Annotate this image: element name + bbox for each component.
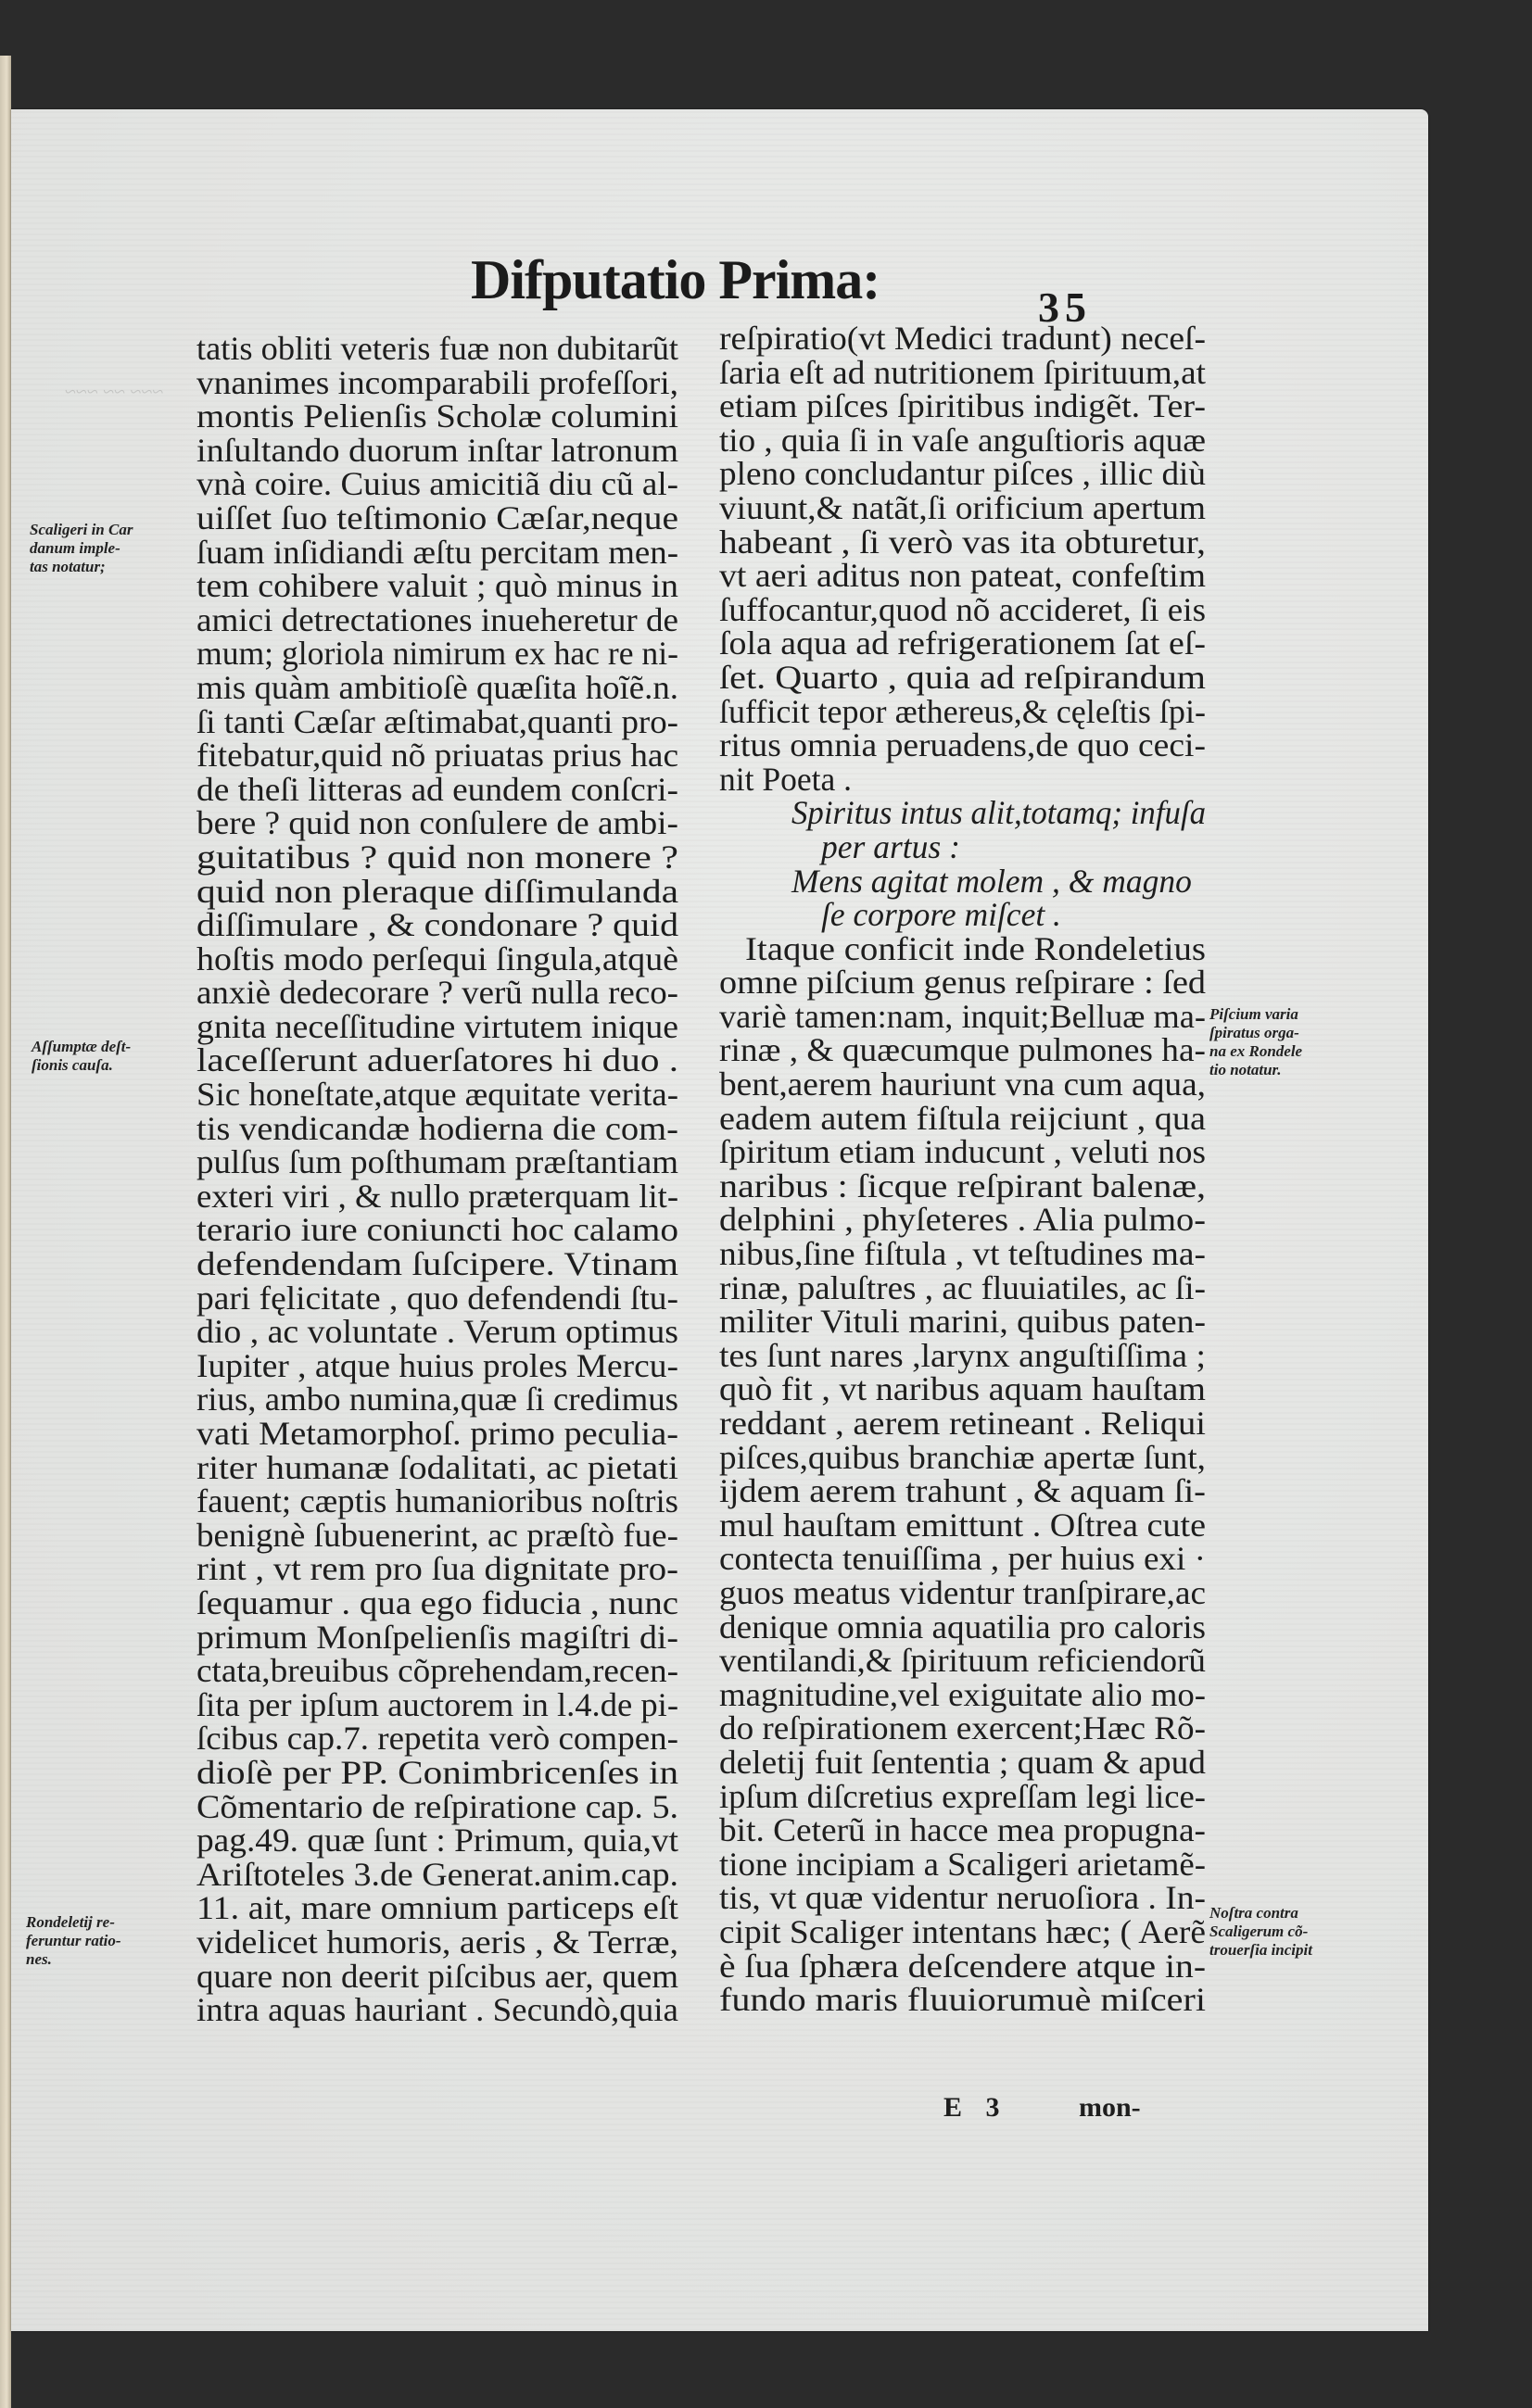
text-line: defendendam ſuſcipere. Vtinam: [196, 1245, 679, 1283]
text-line: guos meatus videntur tranſpirare,ac: [719, 1573, 1207, 1611]
text-line: ritus omnia peruadens,de quo ceci-: [719, 726, 1206, 764]
text-line: dioſè per PP. Conimbricenſes in: [196, 1753, 679, 1791]
left-text-column: [196, 332, 678, 2027]
verse-line: Spiritus intus alit,totamq; infuſa: [791, 794, 1207, 832]
text-line: mum; gloriola nimirum ex hac re ni-: [196, 635, 678, 673]
text-line: piſces,quibus branchiæ apertæ ſunt,: [719, 1438, 1206, 1476]
text-line: deletij fuit ſententia ; quam & apud: [719, 1743, 1206, 1781]
text-line: bit. Ceterũ in hacce mea propugna-: [719, 1811, 1207, 1849]
text-line: contecta tenuiſſima , per huius exi ·: [719, 1540, 1207, 1578]
text-line: de theſi litteras ad eundem conſcri-: [196, 770, 678, 808]
text-line: hoſtis modo perſequi ſingula,atquè: [196, 939, 678, 977]
text-line: nit Poeta .: [719, 760, 852, 798]
text-line: ſufficit tepor æthereus,& cęleſtis ſpi-: [719, 692, 1206, 730]
text-line: ſi tanti Cæſar æſtimabat,quanti pro-: [196, 702, 678, 740]
margin-note-right: Piſcium varia ſpiratus orga- na ex Rondele tio notatur.: [1209, 1005, 1303, 1078]
text-line: quare non deerit piſcibus aer, quem: [196, 1957, 679, 1995]
text-line: ſola aqua ad refrigerationem ſat eſ-: [719, 624, 1206, 662]
text-line: laceſſerunt aduerſatores hi duo .: [196, 1041, 678, 1079]
text-line: omne piſcium genus reſpirare : ſed: [719, 964, 1207, 1002]
text-line: delphini , phyſeteres . Alia pulmo-: [719, 1201, 1206, 1239]
margin-note-left: Aſſumptæ deſt- ſionis cauſa.: [32, 1038, 132, 1074]
text-line: pleno concludantur piſces , illic diù: [719, 455, 1207, 493]
text-line: reddant , aerem retineant . Reliqui: [719, 1405, 1206, 1442]
book-spine-edge: [0, 56, 11, 2408]
text-line: bere ? quid non conſulere de ambi-: [196, 804, 678, 842]
text-line: gnita neceſſitudine virtutem inique: [196, 1007, 679, 1045]
text-line: guitatibus ? quid non monere ?: [196, 838, 678, 876]
text-line: rius, ambo numina,quæ ſi credimus: [196, 1381, 679, 1418]
text-line: tatis obliti veteris fuæ non dubitarũt: [196, 330, 678, 367]
text-line: ſita per ipſum auctorem in l.4.de pi-: [196, 1685, 678, 1723]
text-line: naribus : ſicque reſpirant balenæ,: [719, 1166, 1207, 1204]
text-line: rint , vt rem pro ſua dignitate pro-: [196, 1550, 679, 1588]
text-line: riter humanæ ſodalitati, ac pietati: [196, 1448, 678, 1486]
text-line: pulſus ſum poſthumam præſtantiam: [196, 1143, 678, 1181]
text-line: nibus,ſine fiſtula , vt teſtudines ma-: [719, 1235, 1206, 1273]
text-line: ſuam inſidiandi æſtu percitam men-: [196, 533, 678, 571]
text-line: cipit Scaliger intentans hæc; ( Aerẽ: [719, 1912, 1206, 1950]
text-line: mul hauſtam emittunt . Oſtrea cute: [719, 1506, 1207, 1544]
margin-note-right: Noſtra contra Scaligerum cõ- trouerſia incipit: [1209, 1904, 1312, 1959]
text-line: variè tamen:nam, inquit;Belluæ ma-: [719, 997, 1207, 1035]
text-line: è ſua ſphæra deſcendere atque in-: [719, 1947, 1207, 1985]
text-line: tes ſunt nares ,larynx anguſtiſſima ;: [719, 1336, 1207, 1374]
verse-line: Mens agitat molem , & magno: [791, 862, 1192, 900]
text-line: reſpiratio(vt Medici tradunt) neceſ-: [719, 320, 1207, 357]
text-line: vati Metamorphoſ. primo peculia-: [196, 1415, 679, 1452]
text-line: do reſpirationem exercent;Hæc Rõ-: [719, 1709, 1206, 1747]
text-line: tio , quia ſi in vaſe anguſtioris aquæ: [719, 421, 1207, 459]
right-text-column: [719, 321, 1206, 2017]
margin-note-left: Scaligeri in Car danum imple- tas notatur;: [30, 521, 133, 575]
text-line: ſcibus cap.7. repetita verò compen-: [196, 1720, 678, 1758]
text-line: ventilandi,& ſpirituum reficiendorũ: [719, 1642, 1206, 1680]
catchword: mon-: [1079, 2092, 1141, 2123]
text-line: ſuffocantur,quod nõ accideret, ſi eis: [719, 590, 1207, 628]
verse-line: per artus :: [821, 827, 960, 865]
text-line: ſaria eſt ad nutritionem ſpirituum,at: [719, 353, 1207, 391]
text-line: inſultando duorum inſtar latronum: [196, 431, 678, 469]
text-line: Cõmentario de reſpiratione cap. 5.: [196, 1787, 679, 1825]
text-line: primum Monſpelienſis magiſtri di-: [196, 1618, 678, 1656]
text-line: ijdem aerem trahunt , & aquam ſi-: [719, 1472, 1206, 1510]
text-line: Iupiter , atque huius proles Mercu-: [196, 1346, 678, 1384]
text-line: quid non pleraque diſſimulanda: [196, 872, 679, 910]
text-line: ſet. Quarto , quia ad reſpirandum: [719, 658, 1206, 696]
text-line: ſpiritum etiam inducunt , veluti nos: [719, 1133, 1206, 1171]
text-line: exteri viri , & nullo præterquam lit-: [196, 1177, 679, 1215]
text-line: viuunt,& natãt,ſi orificium apertum: [719, 488, 1206, 526]
text-line: diſſimulare , & condonare ? quid: [196, 906, 679, 944]
text-line: magnitudine,vel exiguitate alio mo-: [719, 1675, 1206, 1713]
margin-note-left: Rondeletij re- feruntur ratio- nes.: [26, 1913, 121, 1968]
text-line: ſequamur . qua ego fiducia , nunc: [196, 1583, 679, 1621]
text-line: pag.49. quæ ſunt : Primum, quia,vt: [196, 1822, 678, 1860]
page-number: 35: [1038, 284, 1092, 331]
running-head-title: Difputatio Prima:: [471, 249, 880, 310]
text-line: videlicet humoris, aeris , & Terræ,: [196, 1923, 679, 1960]
text-line: pari fęlicitate , quo defendendi ſtu-: [196, 1279, 679, 1317]
text-line: uiſſet ſuo teſtimonio Cæſar,neque: [196, 498, 678, 536]
text-line: intra aquas hauriant . Secundò,quia: [196, 1991, 678, 2029]
bleed-through-text: ~~~ ~~ ~~~: [65, 380, 164, 403]
text-line: tis, vt quæ videntur neruoſiora . In-: [719, 1879, 1206, 1917]
text-line: mis quàm ambitioſè quæſita hoĩẽ.n.: [196, 668, 679, 706]
text-line: vnà coire. Cuius amicitiã diu cũ al-: [196, 465, 678, 503]
text-line: ipſum diſcretius expreſſam legi lice-: [719, 1777, 1207, 1815]
text-line: fitebatur,quid nõ priuatas prius hac: [196, 737, 679, 775]
text-line: Itaque conficit inde Rondeletius: [745, 929, 1207, 967]
text-line: amici detrectationes inueheretur de: [196, 600, 678, 638]
text-line: fundo maris fluuiorumuè miſceri: [719, 1981, 1206, 2019]
text-line: tis vendicandæ hodierna die com-: [196, 1109, 678, 1147]
text-line: habeant , ſi verò vas ita obturetur,: [719, 523, 1206, 561]
text-line: vnanimes incomparabili profeſſori,: [196, 363, 678, 401]
text-line: dio , ac voluntate . Verum optimus: [196, 1313, 678, 1351]
text-line: quò fit , vt naribus aquam hauſtam: [719, 1370, 1207, 1408]
text-line: vt aeri aditus non pateat, confeſtim: [719, 557, 1206, 595]
text-line: bent,aerem hauriunt vna cum aqua,: [719, 1065, 1207, 1103]
text-line: denique omnia aquatilia pro caloris: [719, 1607, 1207, 1645]
text-line: montis Pelienſis Scholæ columini: [196, 397, 678, 435]
text-line: rinæ , & quæcumque pulmones ha-: [719, 1031, 1207, 1069]
text-line: fauent; cæptis humanioribus noſtris: [196, 1482, 678, 1520]
text-line: anxiè dedecorare ? verũ nulla reco-: [196, 974, 678, 1012]
text-line: benignè ſubuenerint, ac præſtò fue-: [196, 1516, 678, 1554]
signature-mark: E 3: [943, 2092, 1000, 2123]
text-line: tione incipiam a Scaligeri arietamẽ-: [719, 1845, 1206, 1883]
text-line: etiam piſces ſpiritibus indigẽt. Ter-: [719, 387, 1206, 425]
text-line: militer Vituli marini, quibus paten-: [719, 1303, 1206, 1341]
verse-line: ſe corpore miſcet .: [821, 896, 1061, 934]
text-line: rinæ, paluſtres , ac fluuiatiles, ac ſi-: [719, 1268, 1207, 1306]
text-line: ctata,breuibus cõprehendam,recen-: [196, 1652, 679, 1690]
text-line: 11. ait, mare omnium particeps eſt: [196, 1889, 678, 1927]
text-line: eadem autem fiſtula reijciunt , qua: [719, 1099, 1206, 1137]
text-line: Ariſtoteles 3.de Generat.anim.cap.: [196, 1855, 679, 1893]
text-line: terario iure coniuncti hoc calamo: [196, 1211, 679, 1249]
text-line: tem cohibere valuit ; quò minus in: [196, 567, 678, 605]
text-line: Sic honeſtate,atque æquitate verita-: [196, 1076, 678, 1114]
